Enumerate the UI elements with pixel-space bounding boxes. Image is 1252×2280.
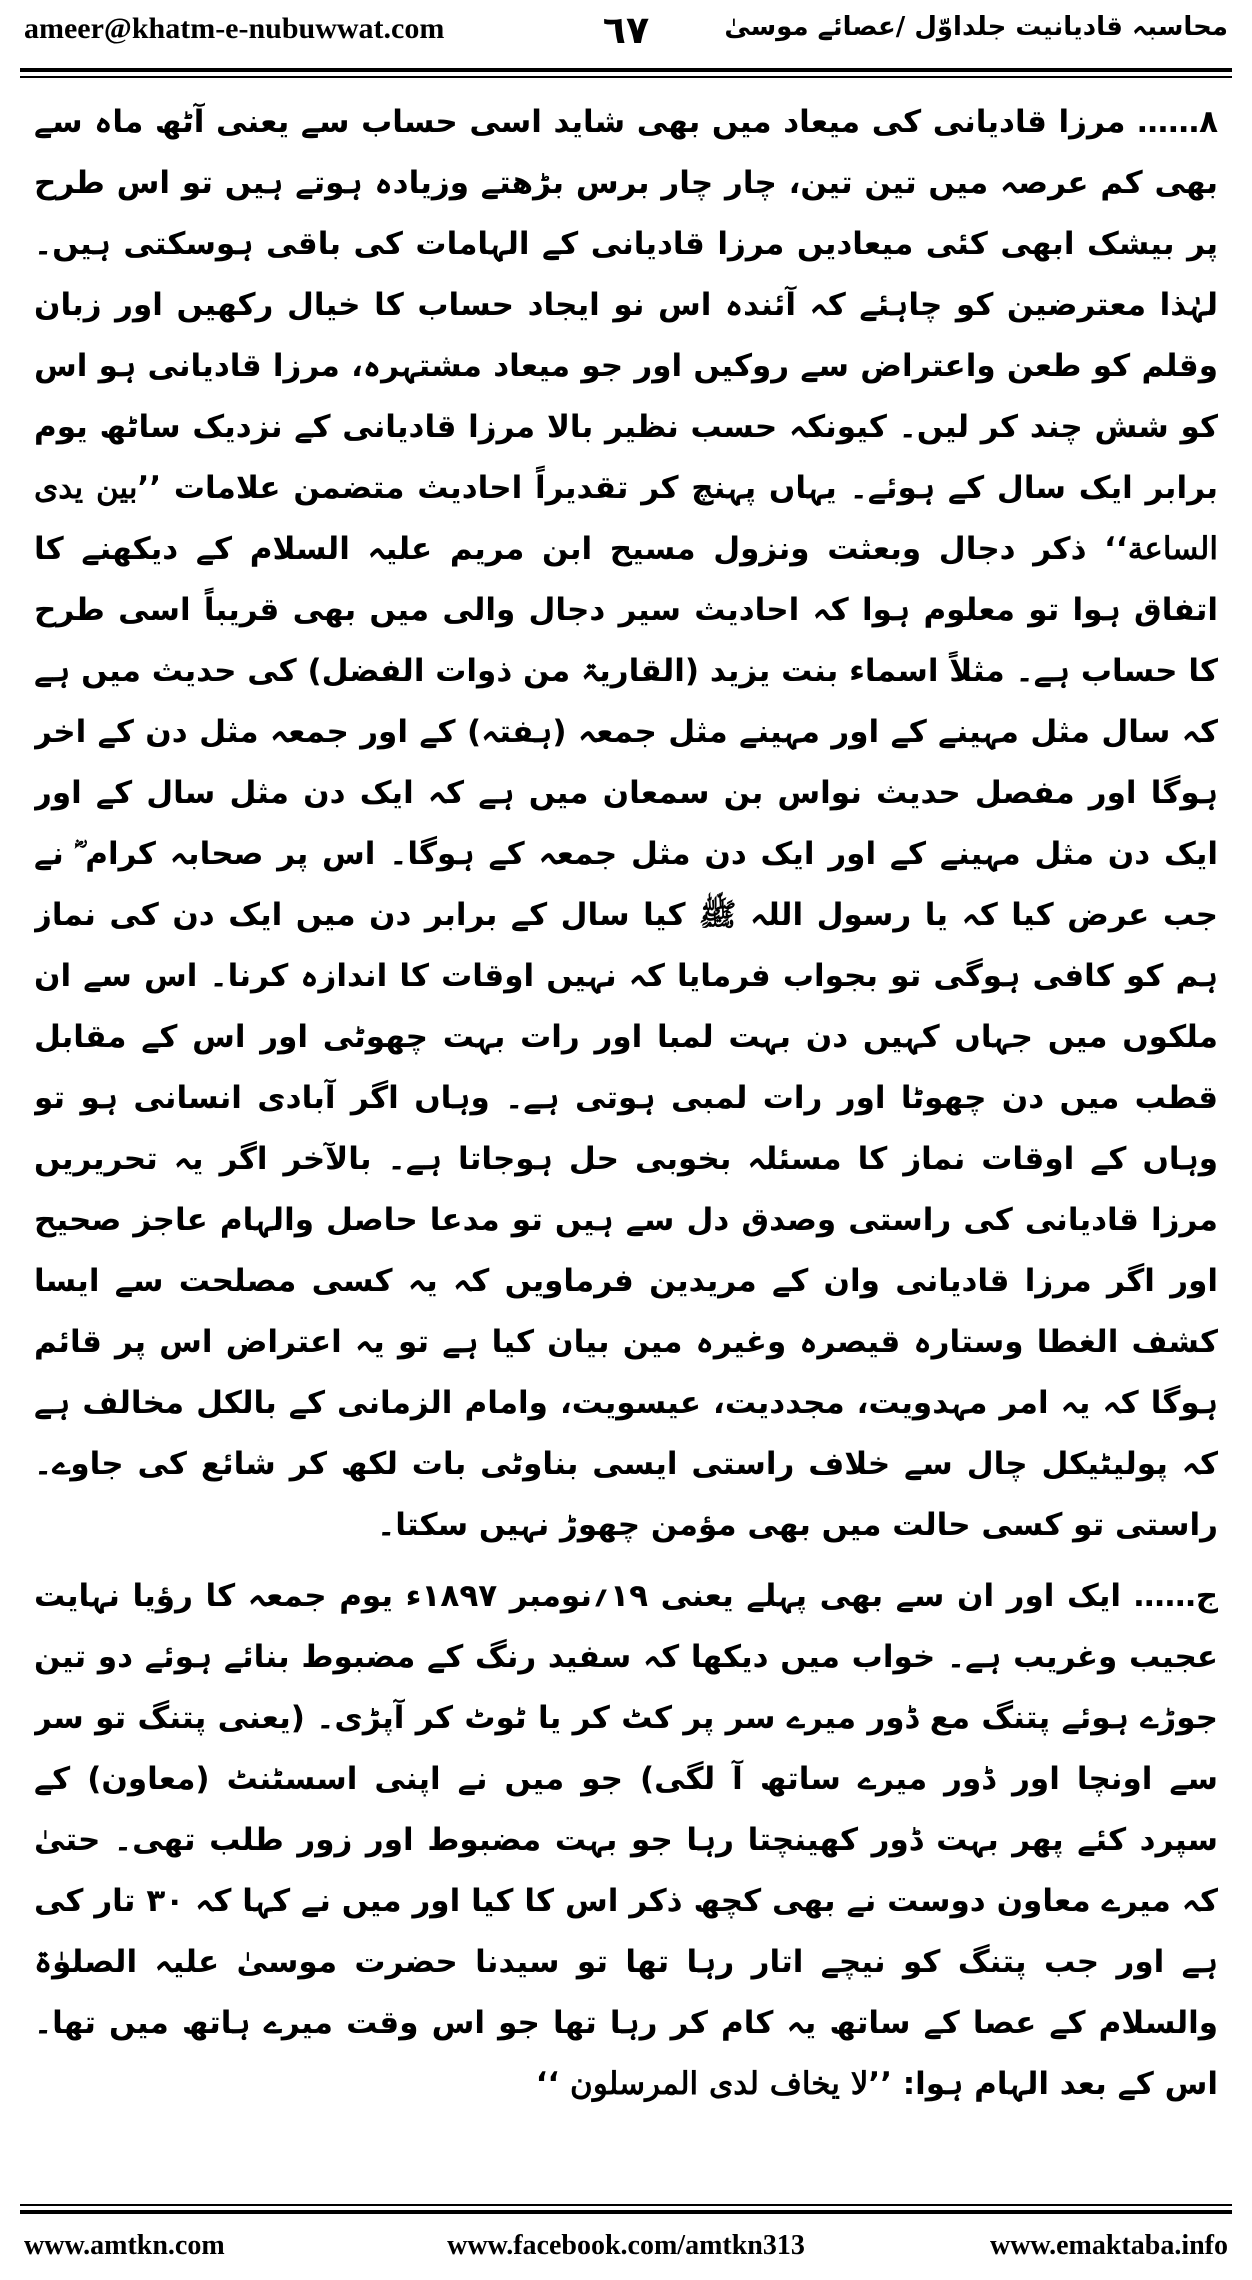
paragraph-text: ‘‘ ذکر دجال وبعثت ونزول مسیح ابن مریم علیہ السلام کے دیکھنے کا اتفاق ہوا تو معلوم ہوا کہ احادیث سیر دجال والی میں بھی قریباً اسی طرح کا حساب ہے۔ مثلاً اسماء بنت یزید (القاریۃ من ذوات الفضل) کی حدیث میں ہے کہ سال مثل مہینے کے اور مہینے مثل جمعہ (ہفتہ) کے اور جمعہ مثل دن کے اخر ہوگا اور مفصل حدیث نواس بن سمعان میں ہے کہ ایک دن مثل سال کے اور ایک دن مثل مہینے کے اور ایک دن مثل جمعہ کے ہوگا۔ اس پر صحابہ کرام ؓ نے جب عرض کیا کہ یا رسول اللہ ﷺ کیا سال کے برابر دن میں ایک دن کی نماز ہم کو کافی ہوگی تو بجواب فرمایا کہ نہیں اوقات کا اندازہ کرنا۔ اس سے ان ملکوں میں جہاں کہیں دن بہت لمبا اور رات بہت چھوٹی اور اس کے مقابل قطب میں دن چھوٹا اور رات لمبی ہوتی ہے۔ وہاں اگر آبادی انسانی ہو تو وہاں کے اوقات نماز کا مسئلہ بخوبی حل ہوجاتا ہے۔ بالآخر اگر یہ تحریریں مرزا قادیانی کی راستی وصدق دل سے ہیں تو مدعا حاصل والہام عاجز صحیح اور اگر مرزا قادیانی وان کے مریدین فرماویں کہ یہ کسی مصلحت سے ایسا کشف الغطا وستارہ قیصرہ وغیرہ مین بیان کیا ہے تو یہ اعتراض اس پر قائم ہوگا کہ یہ امر مہدویت، مجددیت، عیسویت، وامام الزمانی کے بالکل مخالف ہے کہ پولیٹیکل چال سے خلاف راستی ایسی بناوٹی بات لکھ کر شائع کی جاوے۔ راستی تو کسی حالت میں بھی مؤمن چھوڑ نہیں سکتا۔ [34,531,1218,1543]
header-email[interactable]: ameer@khatm-e-nubuwwat.com [24,12,445,45]
header-rule-thick [20,68,1232,72]
page-footer [0,2226,1252,2270]
footer-link-amtkn[interactable]: www.amtkn.com [24,2230,225,2261]
arabic-quote: بین یدی الساعة [34,470,1218,567]
book-title: محاسبہ قادیانیت جلداوّل /عصائے موسیٰ [724,12,1228,42]
paragraph-marker: ٨…… [1137,104,1218,140]
paragraph-text: ‘‘ [535,2066,571,2102]
footer-rule-thick [20,2210,1232,2214]
footer-link-facebook[interactable]: www.facebook.com/amtkn313 [447,2230,805,2261]
paragraph-marker: ج…… [1133,1578,1218,1614]
footer-link-emaktaba[interactable]: www.emaktaba.info [989,2230,1228,2261]
page-header [0,0,1252,74]
page-body [34,92,1218,2192]
paragraph-jeem [34,1566,1218,2115]
footer-rule-thin [20,2204,1232,2206]
paragraph-text: ایک اور ان سے بھی پہلے یعنی ١٩؍نومبر ١٨٩٧ء یوم جمعہ کا رؤیا نہایت عجیب وغریب ہے۔ خواب میں دیکھا کہ سفید رنگ کے مضبوط بنائے ہوئے دو تین جوڑے ہوئے پتنگ مع ڈور میرے سر پر کٹ کر یا ٹوٹ کر آپڑی۔ (یعنی پتنگ تو سر سے اونچا اور ڈور میرے ساتھ آ لگی) جو میں نے اپنی اسسٹنٹ (معاون) کے سپرد کئے پھر بہت ڈور کھینچتا رہا جو بہت مضبوط اور زور طلب تھی۔ حتیٰ کہ میرے معاون دوست نے بھی کچھ ذکر اس کا کیا اور میں نے کہا کہ ٣٠ تار کی ہے اور جب پتنگ کو نیچے اتار رہا تھا تو سیدنا حضرت موسیٰ علیہ الصلوٰۃ والسلام کے عصا کے ساتھ یہ کام کر رہا تھا جو اس وقت میرے ہاتھ میں تھا۔ اس کے بعد الہام ہوا: ’’ [34,1578,1218,2102]
page-number: ٦٧ [602,8,650,52]
arabic-quote: لا یخاف لدی المرسلون [570,2066,869,2102]
header-rule-thin [20,76,1232,78]
paragraph-text: مرزا قادیانی کی میعاد میں بھی شاید اسی حساب سے یعنی آٹھ ماہ سے بھی کم عرصہ میں تین تین، چار چار برس بڑھتے وزیادہ ہوتے ہیں تو اس طرح پر بیشک ابھی کئی میعادیں مرزا قادیانی کے الہامات کی باقی ہوسکتی ہیں۔ لہٰذا معترضین کو چاہئے کہ آئندہ اس نو ایجاد حساب کا خیال رکھیں اور زبان وقلم کو طعن واعتراض سے روکیں اور جو میعاد مشتہرہ، مرزا قادیانی ہو اس کو شش چند کر لیں۔ کیونکہ حسب نظیر بالا مرزا قادیانی کے نزدیک ساٹھ یوم برابر ایک سال کے ہوئے۔ یہاں پہنچ کر تقدیراً احادیث متضمن علامات ’’ [34,104,1218,506]
paragraph-8 [34,92,1218,1556]
